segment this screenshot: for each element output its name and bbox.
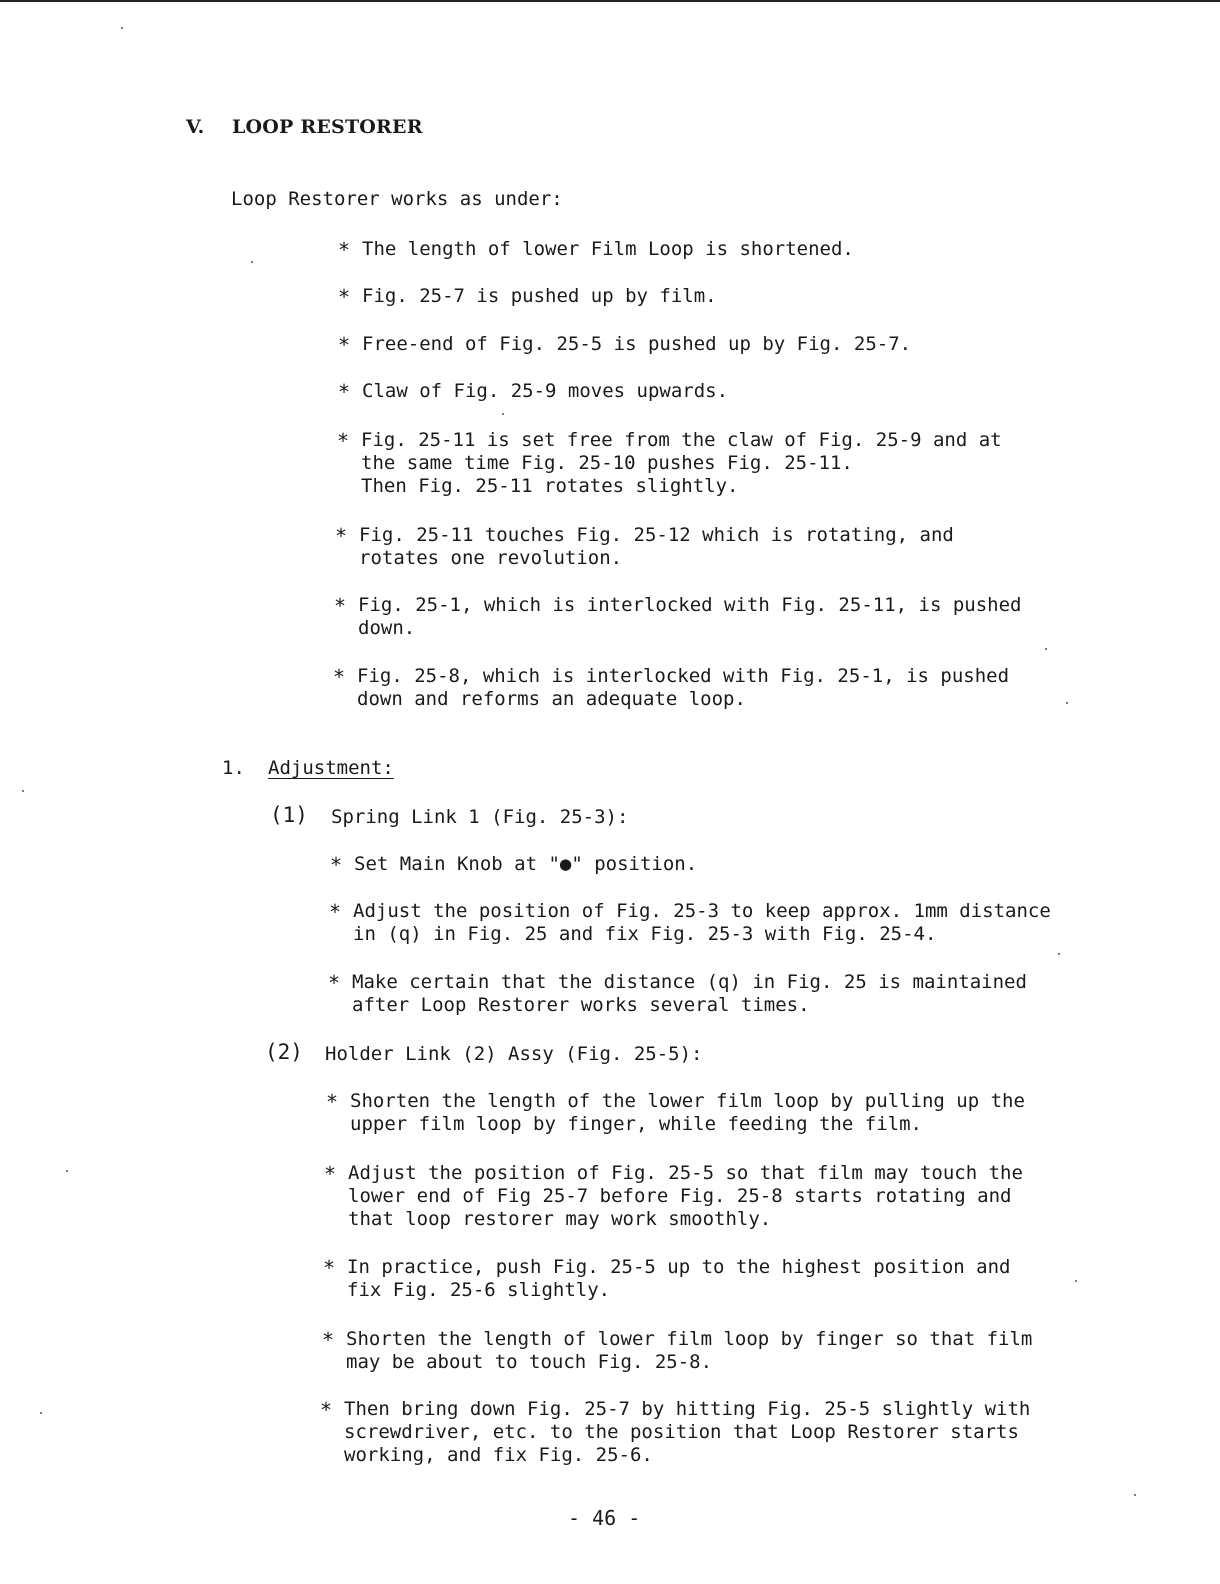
scan-speck xyxy=(1075,1280,1077,1282)
scan-top-edge xyxy=(0,0,1220,2)
section-number: V. xyxy=(186,116,205,138)
subsection-2-number: (2) xyxy=(265,1040,303,1064)
bullet-asterisk: * xyxy=(338,380,351,404)
adjustment-number: 1. xyxy=(222,757,245,779)
scan-speck xyxy=(1066,702,1068,704)
bullet-asterisk: * xyxy=(338,238,351,262)
bullet-asterisk: * xyxy=(337,429,350,453)
list-item-text: Set Main Knob at "●" position. xyxy=(354,853,698,875)
list-item-text: Make certain that the distance (q) in Fig. 25 is maintained after Loop Restorer works several times. xyxy=(352,971,1027,1016)
page-number: - 46 - xyxy=(568,1506,641,1530)
bullet-asterisk: * xyxy=(334,594,347,618)
bullet-asterisk: * xyxy=(320,1398,333,1422)
scan-speck xyxy=(1134,1494,1136,1496)
bullet-asterisk: * xyxy=(333,665,346,689)
list-item-text: The length of lower Film Loop is shortened. xyxy=(362,238,854,260)
bullet-asterisk: * xyxy=(323,1256,336,1280)
scan-speck xyxy=(121,27,123,29)
bullet-asterisk: * xyxy=(329,900,342,924)
bullet-asterisk: * xyxy=(335,524,348,548)
list-item-text: Shorten the length of the lower film loop by pulling up the upper film loop by finger, while feeding the film. xyxy=(350,1090,1025,1135)
bullet-asterisk: * xyxy=(338,333,351,357)
list-item-text: Adjust the position of Fig. 25-5 so that film may touch the lower end of Fig 25-7 before Fig. 25-8 starts rotating and that loop restorer may work smoothly. xyxy=(348,1162,1023,1230)
scan-speck xyxy=(40,1412,42,1414)
bullet-asterisk: * xyxy=(324,1162,337,1186)
scan-speck xyxy=(251,261,253,263)
subsection-1-title: Spring Link 1 (Fig. 25-3): xyxy=(331,806,629,828)
bullet-asterisk: * xyxy=(326,1090,339,1114)
list-item-text: Fig. 25-8, which is interlocked with Fig. 25-1, is pushed down and reforms an adequate loop. xyxy=(357,665,1010,710)
list-item-text: Then bring down Fig. 25-7 by hitting Fig. 25-5 slightly with screwdriver, etc. to the position that Loop Restorer starts working, and fix Fig. 25-6. xyxy=(344,1398,1031,1466)
bullet-asterisk: * xyxy=(330,853,343,877)
scan-speck xyxy=(1058,953,1060,955)
subsection-2-title: Holder Link (2) Assy (Fig. 25-5): xyxy=(325,1043,703,1065)
list-item-text: Free-end of Fig. 25-5 is pushed up by Fig. 25-7. xyxy=(362,333,912,355)
scan-speck xyxy=(66,1170,68,1172)
intro-text: Loop Restorer works as under: xyxy=(231,188,563,210)
scan-speck xyxy=(502,413,504,415)
list-item-text: Fig. 25-7 is pushed up by film. xyxy=(362,285,717,307)
bullet-asterisk: * xyxy=(328,971,341,995)
list-item-text: Fig. 25-1, which is interlocked with Fig. 25-11, is pushed down. xyxy=(358,594,1022,639)
list-item-text: Fig. 25-11 is set free from the claw of Fig. 25-9 and at the same time Fig. 25-10 pushes Fig. 25-11. Then Fig. 25-11 rotates slightly. xyxy=(361,429,1002,497)
list-item-text: In practice, push Fig. 25-5 up to the highest position and fix Fig. 25-6 slightly. xyxy=(347,1256,1011,1301)
bullet-asterisk: * xyxy=(322,1328,335,1352)
adjustment-title: Adjustment: xyxy=(268,757,394,779)
list-item-text: Shorten the length of lower film loop by finger so that film may be about to touch Fig. 25-8. xyxy=(346,1328,1033,1373)
scan-speck xyxy=(22,790,24,792)
section-title: LOOP RESTORER xyxy=(232,116,423,138)
list-item-text: Adjust the position of Fig. 25-3 to keep approx. 1mm distance in (q) in Fig. 25 and fix Fig. 25-3 with Fig. 25-4. xyxy=(353,900,1051,945)
list-item-text: Fig. 25-11 touches Fig. 25-12 which is rotating, and rotates one revolution. xyxy=(359,524,954,569)
bullet-asterisk: * xyxy=(338,285,351,309)
list-item-text: Claw of Fig. 25-9 moves upwards. xyxy=(362,380,729,402)
subsection-1-number: (1) xyxy=(270,803,308,827)
scan-speck xyxy=(1045,648,1047,650)
